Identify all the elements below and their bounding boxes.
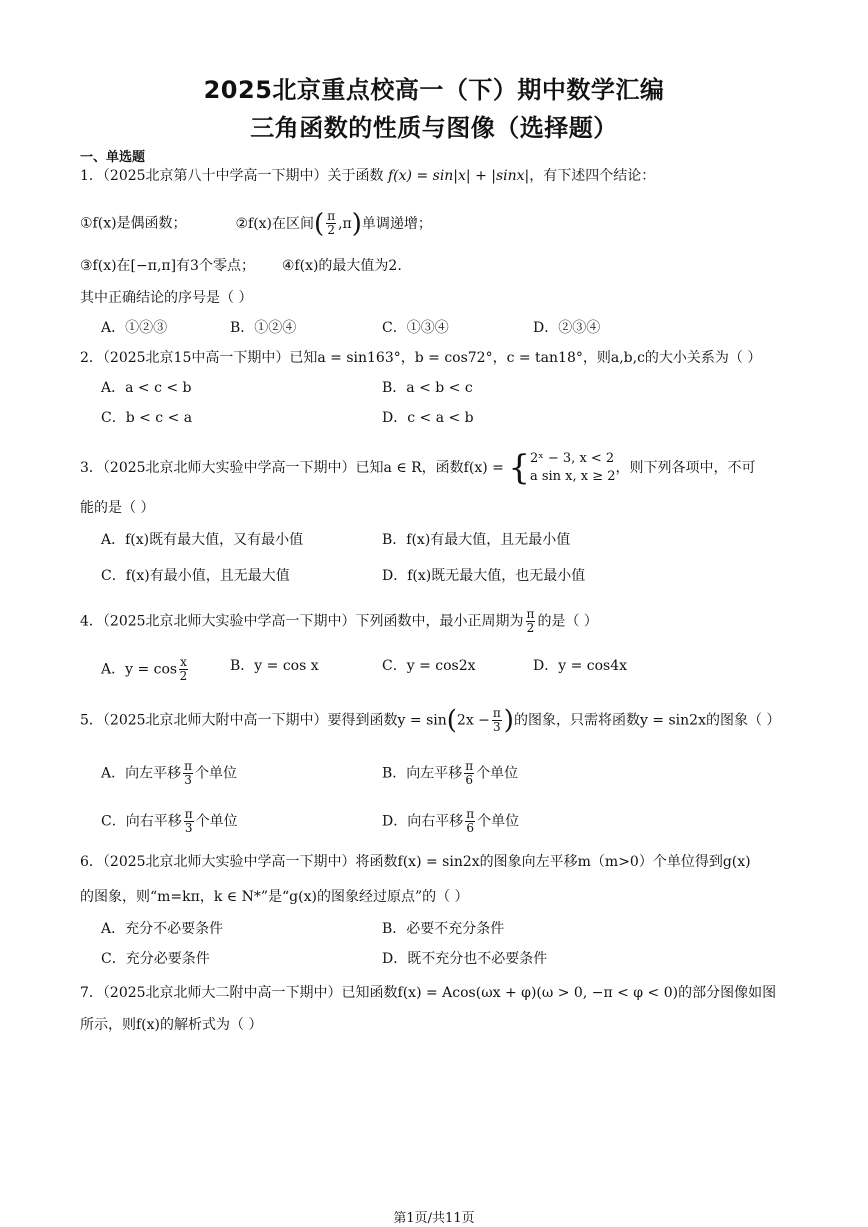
- q2-option-c[interactable]: C．b < c < a: [101, 410, 193, 426]
- q5-option-b[interactable]: B．向左平移 $\frac{\pi}{6}$ 个单位: [382, 759, 519, 787]
- q4-option-d[interactable]: D．y = cos4x: [533, 658, 628, 674]
- question-1-stem: 1．（2025北京第八十中学高一下期中）关于函数 f(x) = sin|x| + |sinx|，有下述四个结论：: [80, 168, 656, 184]
- question-7-stem: 7．（2025北京北师大二附中高一下期中）已知函数f(x) = Acos(ωx + φ)(ω > 0, −π < φ < 0)的部分图像如图: [80, 985, 777, 1001]
- q1-conclusion-1: ①f(x)是偶函数；: [80, 215, 187, 232]
- q5-option-d[interactable]: D．向右平移 $\frac{\pi}{6}$ 个单位: [382, 807, 520, 835]
- question-6-stem-cont: 的图象，则“m=kπ，k ∈ N*”是“g(x)的图象经过原点”的（ ）: [80, 889, 469, 905]
- q1-formula: f(x) = sin|x| + |sinx|: [388, 168, 530, 184]
- q3-case-1: 2ˣ − 3, x < 2: [529, 451, 615, 466]
- q6-option-b[interactable]: B．必要不充分条件: [382, 921, 505, 937]
- question-3-stem: 3．（2025北京北师大实验中学高一下期中）已知a ∈ R，函数f(x) = { 2ˣ − 3, x < 2 a sin x, x ≥ 2 ，则下列各项中，不可: [80, 448, 756, 488]
- q3-option-a[interactable]: A．f(x)既有最大值，又有最小值: [101, 532, 304, 548]
- page-subtitle: 三角函数的性质与图像（选择题）: [250, 114, 618, 142]
- q4-option-c[interactable]: C．y = cos2x: [382, 658, 476, 674]
- q2-option-b[interactable]: B．a < b < c: [382, 380, 473, 396]
- q1-option-d[interactable]: D．②③④: [533, 320, 601, 336]
- page-title: 2025北京重点校高一（下）期中数学汇编: [203, 76, 665, 104]
- question-1-ask: 其中正确结论的序号是（ ）: [80, 290, 253, 306]
- question-5-stem: 5．（2025北京北师大附中高一下期中）要得到函数y = sin(2x − $\frac{\pi}{3}$ )的图象，只需将函数y = sin2x的图象（ ）: [80, 705, 781, 736]
- question-6-stem: 6．（2025北京北师大实验中学高一下期中）将函数f(x) = sin2x的图象向左平移m（m>0）个单位得到g(x): [80, 854, 751, 870]
- q3-option-b[interactable]: B．f(x)有最大值，且无最小值: [382, 532, 571, 548]
- question-1-conclusions-row2: [80, 256, 402, 276]
- question-3-stem-cont: 能的是（ ）: [80, 500, 155, 516]
- q4-option-a[interactable]: A．y = cos $\frac{x}{2}$: [101, 655, 188, 683]
- q1-option-c[interactable]: C．①③④: [382, 320, 449, 336]
- q1-conclusion-4: ④f(x)的最大值为2.: [281, 258, 402, 274]
- q3-option-c[interactable]: C．f(x)有最小值，且无最大值: [101, 568, 290, 584]
- q2-option-a[interactable]: A．a < c < b: [101, 380, 192, 396]
- question-1-conclusions-row1: [80, 210, 432, 237]
- q1-option-a[interactable]: A．①②③: [101, 320, 168, 336]
- question-2-stem: 2．（2025北京15中高一下期中）已知a = sin163°，b = cos72°，c = tan18°，则a,b,c的大小关系为（ ）: [80, 350, 762, 366]
- section-heading: 一、单选题: [80, 150, 146, 165]
- q6-option-a[interactable]: A．充分不必要条件: [101, 921, 224, 937]
- q1-conclusion-3: ③f(x)在[−π,π]有3个零点；: [80, 258, 255, 274]
- q3-case-2: a sin x, x ≥ 2: [529, 469, 616, 484]
- q6-option-c[interactable]: C．充分必要条件: [101, 951, 210, 967]
- q5-option-c[interactable]: C．向右平移 $\frac{\pi}{3}$ 个单位: [101, 807, 238, 835]
- q1-option-b[interactable]: B．①②④: [230, 320, 297, 336]
- q4-option-b[interactable]: B．y = cos x: [230, 658, 319, 674]
- question-7-stem-cont: 所示，则f(x)的解析式为（ ）: [80, 1017, 263, 1033]
- q5-option-a[interactable]: A．向左平移 $\frac{\pi}{3}$ 个单位: [101, 759, 238, 787]
- q6-option-d[interactable]: D．既不充分也不必要条件: [382, 951, 548, 967]
- page-footer: 第1页/共11页: [393, 1211, 475, 1226]
- q3-option-d[interactable]: D．f(x)既无最大值，也无最小值: [382, 568, 586, 584]
- question-4-stem: 4．（2025北京北师大实验中学高一下期中）下列函数中，最小正周期为 $\frac{\pi}{2}$ 的是（ ）: [80, 607, 598, 635]
- q1-conclusion-2: ②f(x)在区间( $\frac{\pi}{2}$ ,π)单调递增；: [235, 208, 432, 239]
- q2-option-d[interactable]: D．c < a < b: [382, 410, 474, 426]
